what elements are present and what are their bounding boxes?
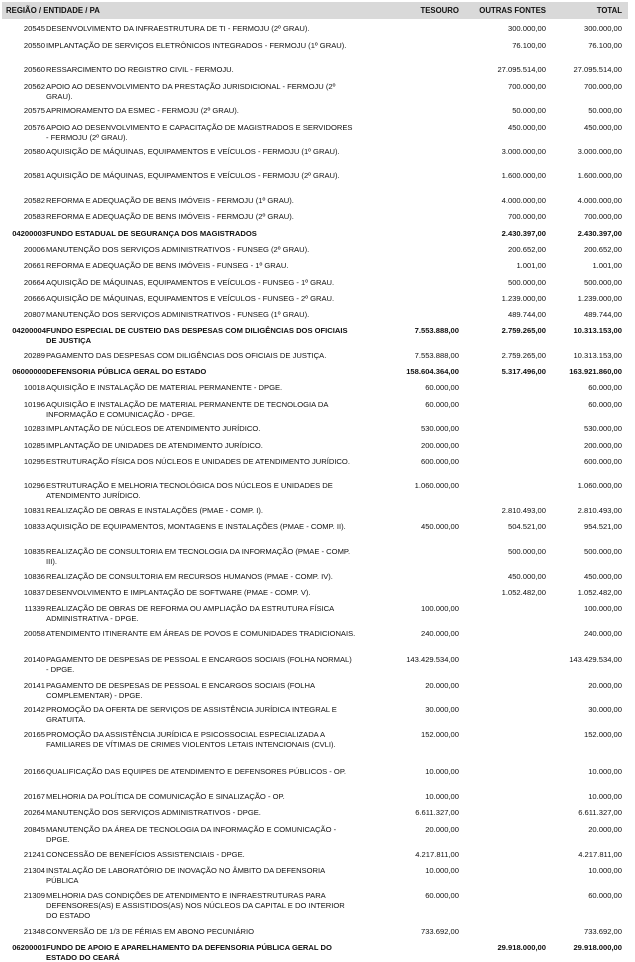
row-total: 20.000,00	[588, 681, 622, 690]
row-description: REFORMA E ADEQUAÇÃO DE BENS IMÓVEIS - FUNSEG - 1º GRAU.	[46, 261, 289, 270]
row-description: PROMOÇÃO DA OFERTA DE SERVIÇOS DE ASSISTÊNCIA JURÍDICA INTEGRAL E GRATUITA.	[46, 705, 337, 724]
row-description: RESSARCIMENTO DO REGISTRO CIVIL - FERMOJU.	[46, 65, 234, 74]
row-outras-fontes: 504.521,00	[507, 522, 546, 531]
row-description: INSTALAÇÃO DE LABORATÓRIO DE INOVAÇÃO NO ÂMBITO DA DEFENSORIA PÚBLICA	[46, 866, 325, 885]
row-code: 10295	[23, 457, 45, 466]
row-total: 700.000,00	[583, 82, 622, 91]
row-description: APRIMORAMENTO DA ESMEC - FERMOJU (2º GRAU).	[46, 106, 239, 115]
row-outras-fontes: 700.000,00	[507, 82, 546, 91]
row-code: 04200003	[12, 229, 46, 238]
row-total: 1.001,00	[592, 261, 622, 270]
row-code: 20545	[23, 24, 45, 33]
row-description: REALIZAÇÃO DE OBRAS E INSTALAÇÕES (PMAE - COMP. I).	[46, 506, 264, 515]
row-outras-fontes: 1.001,00	[516, 261, 546, 270]
row-code: 10836	[23, 572, 45, 581]
row-code: 10018	[23, 383, 45, 392]
row-description: DESENVOLVIMENTO E IMPLANTAÇÃO DE SOFTWARE (PMAE - COMP. V).	[46, 588, 311, 597]
row-total: 4.000.000,00	[577, 196, 622, 205]
row-code: 20575	[23, 106, 45, 115]
row-total: 76.100,00	[588, 41, 622, 50]
row-total: 10.000,00	[588, 767, 622, 776]
row-total: 200.000,00	[583, 441, 622, 450]
row-description: AQUISIÇÃO DE EQUIPAMENTOS, MONTAGENS E INSTALAÇÕES (PMAE - COMP. II).	[46, 522, 346, 531]
row-tesouro: 152.000,00	[420, 730, 459, 739]
row-outras-fontes: 50.000,00	[512, 106, 546, 115]
row-description: IMPLANTAÇÃO DE SERVIÇOS ELETRÔNICOS INTEGRADOS - FERMOJU (1º GRAU).	[46, 41, 347, 50]
header-total: TOTAL	[596, 6, 622, 15]
row-outras-fontes: 29.918.000,00	[497, 943, 546, 952]
row-description: MELHORIA DAS CONDIÇÕES DE ATENDIMENTO E INFRAESTRUTURAS PARA DEFENSORES(AS) E ASSISTIDOS(AS) NOS NÚCLEOS DA CAPITAL E DO INTERIOR DO ESTADO	[46, 891, 345, 920]
row-total: 10.000,00	[588, 792, 622, 801]
row-description: ESTRUTURAÇÃO E MELHORIA TECNOLÓGICA DOS NÚCLEOS E UNIDADES DE ATENDIMENTO JURÍDICO.	[46, 481, 333, 500]
row-outras-fontes: 450.000,00	[507, 572, 546, 581]
row-tesouro: 30.000,00	[425, 705, 459, 714]
row-outras-fontes: 300.000,00	[507, 24, 546, 33]
row-code: 20550	[23, 41, 45, 50]
row-description: AQUISIÇÃO DE MÁQUINAS, EQUIPAMENTOS E VEÍCULOS - FERMOJU (2º GRAU).	[46, 171, 340, 180]
row-total: 450.000,00	[583, 572, 622, 581]
row-code: 20140	[23, 655, 45, 664]
row-outras-fontes: 489.744,00	[507, 310, 546, 319]
row-total: 500.000,00	[583, 547, 622, 556]
row-description: PAGAMENTO DAS DESPESAS COM DILIGÊNCIAS DOS OFICIAIS DE JUSTIÇA.	[46, 351, 327, 360]
row-code: 20166	[23, 767, 45, 776]
row-code: 20006	[23, 245, 45, 254]
row-outras-fontes: 4.000.000,00	[501, 196, 546, 205]
row-total: 733.692,00	[583, 927, 622, 936]
row-outras-fontes: 76.100,00	[512, 41, 546, 50]
row-total: 954.521,00	[583, 522, 622, 531]
row-description: MANUTENÇÃO DOS SERVIÇOS ADMINISTRATIVOS - FUNSEG (1º GRAU).	[46, 310, 310, 319]
row-total: 30.000,00	[588, 705, 622, 714]
row-description: AQUISIÇÃO E INSTALAÇÃO DE MATERIAL PERMANENTE - DPGE.	[46, 383, 283, 392]
row-description: FUNDO ESTADUAL DE SEGURANÇA DOS MAGISTRADOS	[46, 229, 257, 238]
row-description: MANUTENÇÃO DA ÁREA DE TECNOLOGIA DA INFORMAÇÃO E COMUNICAÇÃO - DPGE.	[46, 825, 337, 844]
row-code: 20664	[23, 278, 45, 287]
row-description: PROMOÇÃO DA ASSISTÊNCIA JURÍDICA E PSICOSSOCIAL ESPECIALIZADA A FAMILIARES DE VÍTIMAS DE CRIMES VIOLENTOS LETAIS INTENCIONAIS (CVLI).	[46, 730, 336, 749]
row-description: DESENVOLVIMENTO DA INFRAESTRUTURA DE TI - FERMOJU (2º GRAU).	[46, 24, 310, 33]
row-description: AQUISIÇÃO E INSTALAÇÃO DE MATERIAL PERMANENTE DE TECNOLOGIA DA INFORMAÇÃO E COMUNICAÇÃO - DPGE.	[46, 400, 329, 419]
row-total: 700.000,00	[583, 212, 622, 221]
row-code: 20289	[23, 351, 45, 360]
row-code: 10285	[23, 441, 45, 450]
row-code: 21309	[23, 891, 45, 900]
row-code: 20141	[23, 681, 45, 690]
row-code: 20560	[23, 65, 45, 74]
row-description: CONCESSÃO DE BENEFÍCIOS ASSISTENCIAIS - DPGE.	[46, 850, 245, 859]
row-description: QUALIFICAÇÃO DAS EQUIPES DE ATENDIMENTO E DEFENSORES PÚBLICOS - OP.	[46, 767, 347, 776]
row-description: ESTRUTURAÇÃO FÍSICA DOS NÚCLEOS E UNIDADES DE ATENDIMENTO JURÍDICO.	[46, 457, 350, 466]
row-tesouro: 7.553.888,00	[414, 326, 459, 335]
row-code: 20058	[23, 629, 45, 638]
row-total: 489.744,00	[583, 310, 622, 319]
row-outras-fontes: 3.000.000,00	[501, 147, 546, 156]
row-code: 20167	[23, 792, 45, 801]
row-description: AQUISIÇÃO DE MÁQUINAS, EQUIPAMENTOS E VEÍCULOS - FUNSEG - 2º GRAU.	[46, 294, 335, 303]
row-total: 10.313.153,00	[573, 326, 622, 335]
row-tesouro: 20.000,00	[425, 681, 459, 690]
row-code: 06000000	[12, 367, 46, 376]
row-total: 10.000,00	[588, 866, 622, 875]
row-tesouro: 60.000,00	[425, 400, 459, 409]
row-tesouro: 600.000,00	[420, 457, 459, 466]
row-code: 20661	[23, 261, 45, 270]
row-code: 10296	[23, 481, 45, 490]
row-total: 29.918.000,00	[573, 943, 622, 952]
row-total: 100.000,00	[583, 604, 622, 613]
header-outras-fontes: OUTRAS FONTES	[479, 6, 546, 15]
row-outras-fontes: 2.430.397,00	[501, 229, 546, 238]
row-outras-fontes: 2.759.265,00	[501, 326, 546, 335]
row-code: 20845	[23, 825, 45, 834]
row-description: MANUTENÇÃO DOS SERVIÇOS ADMINISTRATIVOS - DPGE.	[46, 808, 261, 817]
row-outras-fontes: 500.000,00	[507, 547, 546, 556]
row-outras-fontes: 2.810.493,00	[501, 506, 546, 515]
row-code: 10837	[23, 588, 45, 597]
row-outras-fontes: 5.317.496,00	[501, 367, 546, 376]
row-description: FUNDO DE APOIO E APARELHAMENTO DA DEFENSORIA PÚBLICA GERAL DO ESTADO DO CEARÁ	[46, 943, 332, 962]
header-tesouro: TESOURO	[420, 6, 459, 15]
row-tesouro: 20.000,00	[425, 825, 459, 834]
row-code: 10833	[23, 522, 45, 531]
row-code: 20807	[23, 310, 45, 319]
row-tesouro: 158.604.364,00	[406, 367, 459, 376]
row-total: 6.611.327,00	[578, 808, 622, 817]
row-outras-fontes: 27.095.514,00	[497, 65, 546, 74]
row-outras-fontes: 450.000,00	[507, 123, 546, 132]
row-description: IMPLANTAÇÃO DE NÚCLEOS DE ATENDIMENTO JURÍDICO.	[46, 424, 261, 433]
row-code: 20165	[23, 730, 45, 739]
row-outras-fontes: 1.239.000,00	[501, 294, 546, 303]
row-code: 10283	[23, 424, 45, 433]
row-tesouro: 4.217.811,00	[415, 850, 459, 859]
row-code: 10835	[23, 547, 45, 556]
row-tesouro: 10.000,00	[425, 792, 459, 801]
row-total: 60.000,00	[588, 383, 622, 392]
row-code: 21304	[23, 866, 45, 875]
row-description: APOIO AO DESENVOLVIMENTO DA PRESTAÇÃO JURISDICIONAL - FERMOJU (2º GRAU).	[46, 82, 336, 101]
row-total: 2.810.493,00	[577, 506, 622, 515]
row-total: 4.217.811,00	[578, 850, 622, 859]
row-code: 20580	[23, 147, 45, 156]
row-code: 06200001	[12, 943, 46, 952]
row-tesouro: 10.000,00	[425, 866, 459, 875]
row-outras-fontes: 1.600.000,00	[501, 171, 546, 180]
row-total: 143.429.534,00	[569, 655, 622, 664]
row-code: 20576	[23, 123, 45, 132]
row-description: PAGAMENTO DE DESPESAS DE PESSOAL E ENCARGOS SOCIAIS (FOLHA COMPLEMENTAR) - DPGE.	[46, 681, 315, 700]
row-description: FUNDO ESPECIAL DE CUSTEIO DAS DESPESAS COM DILIGÊNCIAS DOS OFICIAIS DE JUSTIÇA	[46, 326, 348, 345]
table-header	[2, 2, 628, 19]
row-code: 20562	[23, 82, 45, 91]
row-tesouro: 7.553.888,00	[414, 351, 459, 360]
row-total: 10.313.153,00	[573, 351, 622, 360]
row-code: 10196	[23, 400, 45, 409]
row-tesouro: 10.000,00	[425, 767, 459, 776]
row-total: 60.000,00	[588, 400, 622, 409]
row-tesouro: 60.000,00	[425, 891, 459, 900]
row-code: 11339	[24, 604, 45, 613]
row-total: 450.000,00	[583, 123, 622, 132]
row-description: MELHORIA DA POLÍTICA DE COMUNICAÇÃO E SINALIZAÇÃO - OP.	[46, 792, 285, 801]
row-total: 163.921.860,00	[569, 367, 622, 376]
row-total: 1.052.482,00	[577, 588, 622, 597]
row-total: 20.000,00	[588, 825, 622, 834]
row-description: MANUTENÇÃO DOS SERVIÇOS ADMINISTRATIVOS - FUNSEG (2º GRAU).	[46, 245, 310, 254]
row-description: AQUISIÇÃO DE MÁQUINAS, EQUIPAMENTOS E VEÍCULOS - FERMOJU (1º GRAU).	[46, 147, 340, 156]
row-description: REFORMA E ADEQUAÇÃO DE BENS IMÓVEIS - FERMOJU (1º GRAU).	[46, 196, 294, 205]
row-description: DEFENSORIA PÚBLICA GERAL DO ESTADO	[46, 367, 207, 376]
row-tesouro: 100.000,00	[420, 604, 459, 613]
row-outras-fontes: 700.000,00	[507, 212, 546, 221]
row-outras-fontes: 500.000,00	[507, 278, 546, 287]
row-tesouro: 1.060.000,00	[414, 481, 459, 490]
row-description: AQUISIÇÃO DE MÁQUINAS, EQUIPAMENTOS E VEÍCULOS - FUNSEG - 1º GRAU.	[46, 278, 335, 287]
row-code: 04200004	[12, 326, 46, 335]
row-code: 10831	[23, 506, 45, 515]
row-total: 50.000,00	[588, 106, 622, 115]
row-code: 20582	[23, 196, 45, 205]
row-code: 20581	[23, 171, 45, 180]
row-description: REFORMA E ADEQUAÇÃO DE BENS IMÓVEIS - FERMOJU (2º GRAU).	[46, 212, 294, 221]
row-code: 20583	[23, 212, 45, 221]
row-description: REALIZAÇÃO DE CONSULTORIA EM RECURSOS HUMANOS (PMAE - COMP. IV).	[46, 572, 333, 581]
row-outras-fontes: 1.052.482,00	[501, 588, 546, 597]
row-tesouro: 240.000,00	[420, 629, 459, 638]
row-code: 21348	[23, 927, 45, 936]
row-total: 530.000,00	[583, 424, 622, 433]
row-total: 200.652,00	[583, 245, 622, 254]
row-tesouro: 60.000,00	[425, 383, 459, 392]
row-tesouro: 733.692,00	[420, 927, 459, 936]
row-total: 27.095.514,00	[573, 65, 622, 74]
row-total: 152.000,00	[583, 730, 622, 739]
row-total: 2.430.397,00	[577, 229, 622, 238]
row-description: IMPLANTAÇÃO DE UNIDADES DE ATENDIMENTO JURÍDICO.	[46, 441, 263, 450]
row-total: 240.000,00	[583, 629, 622, 638]
row-total: 300.000,00	[583, 24, 622, 33]
row-total: 60.000,00	[588, 891, 622, 900]
row-description: APOIO AO DESENVOLVIMENTO E CAPACITAÇÃO DE MAGISTRADOS E SERVIDORES - FERMOJU (2º GRAU).	[46, 123, 353, 142]
row-tesouro: 200.000,00	[420, 441, 459, 450]
row-total: 1.239.000,00	[577, 294, 622, 303]
row-code: 20666	[23, 294, 45, 303]
row-outras-fontes: 200.652,00	[507, 245, 546, 254]
row-total: 600.000,00	[583, 457, 622, 466]
row-code: 21241	[23, 850, 45, 859]
row-total: 1.600.000,00	[577, 171, 622, 180]
row-description: CONVERSÃO DE 1/3 DE FÉRIAS EM ABONO PECUNIÁRIO	[46, 927, 255, 936]
row-tesouro: 143.429.534,00	[406, 655, 459, 664]
row-total: 1.060.000,00	[577, 481, 622, 490]
row-tesouro: 450.000,00	[420, 522, 459, 531]
row-description: REALIZAÇÃO DE OBRAS DE REFORMA OU AMPLIAÇÃO DA ESTRUTURA FÍSICA ADMINISTRATIVA - DPGE.	[46, 604, 334, 623]
row-total: 500.000,00	[583, 278, 622, 287]
row-outras-fontes: 2.759.265,00	[501, 351, 546, 360]
row-tesouro: 6.611.327,00	[415, 808, 459, 817]
row-tesouro: 530.000,00	[420, 424, 459, 433]
row-total: 3.000.000,00	[577, 147, 622, 156]
row-description: PAGAMENTO DE DESPESAS DE PESSOAL E ENCARGOS SOCIAIS (FOLHA NORMAL) - DPGE.	[46, 655, 352, 674]
row-code: 20264	[23, 808, 45, 817]
header-regiao: REGIÃO / ENTIDADE / PA	[6, 6, 100, 15]
row-code: 20142	[23, 705, 45, 714]
row-description: REALIZAÇÃO DE CONSULTORIA EM TECNOLOGIA DA INFORMAÇÃO (PMAE - COMP. III).	[46, 547, 351, 566]
row-description: ATENDIMENTO ITINERANTE EM ÁREAS DE POVOS E COMUNIDADES TRADICIONAIS.	[46, 629, 356, 638]
